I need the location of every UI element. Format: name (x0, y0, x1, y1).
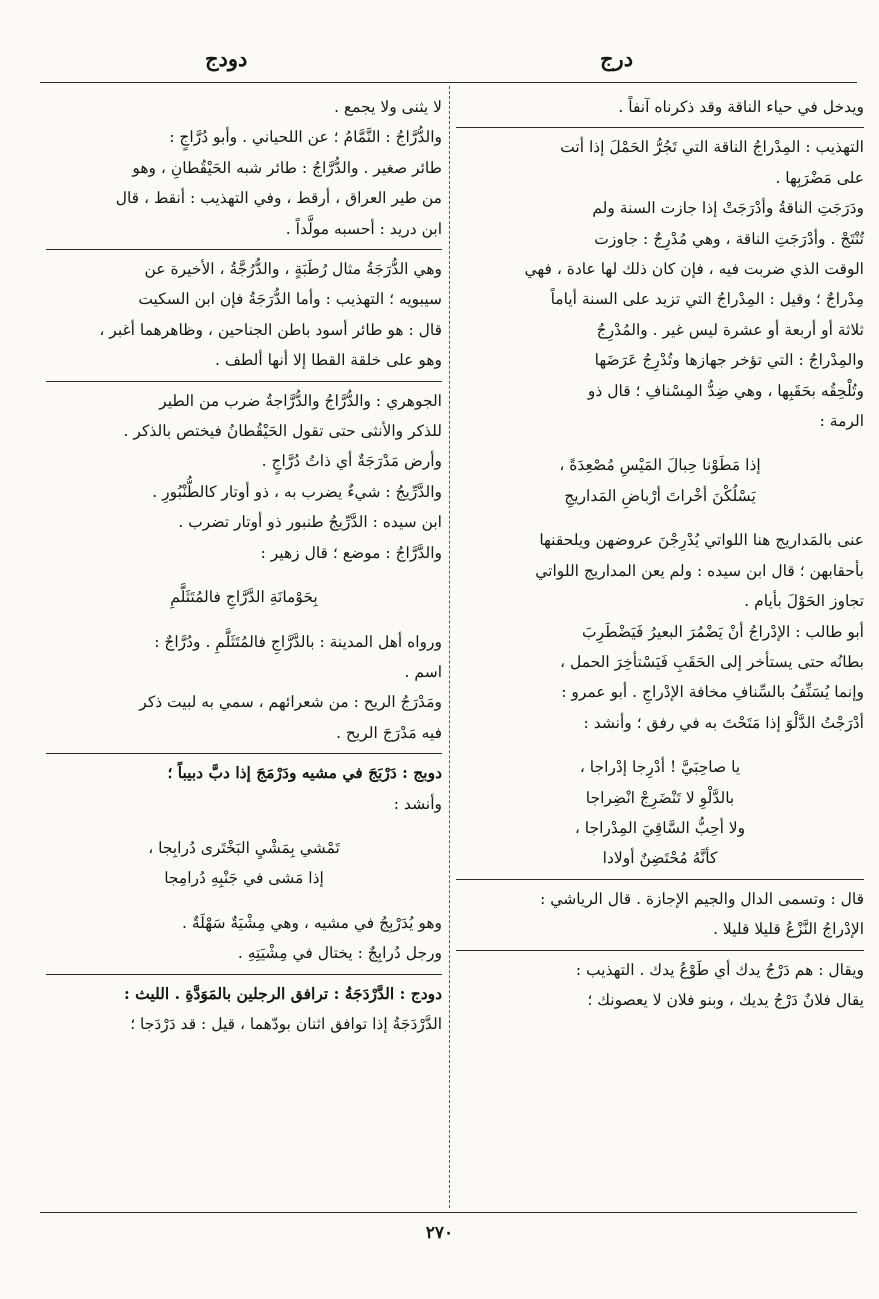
text-line: يقال فلانٌ دَرْجُ يديك ، وبنو فلان لا يعصونك ؛ (587, 990, 864, 1009)
verse-line: يا صاحِبَيَّ ! أدْرِجا إدْراجا ، (579, 758, 741, 777)
text-line: ورجل دُرابِجٌ : يختال في مِشْيَتِهِ . (237, 944, 442, 963)
text-line: والدَّرَّاجُ : موضع ؛ قال زهير : (260, 543, 442, 562)
text-line: أدْرَجْتُ الدَّلْوَ إذا مَتَحْتَ به في رفق ؛ وأنشد : (583, 713, 864, 732)
page-number: ٢٧٠ (425, 1223, 454, 1243)
text-line: ويقال : هم دَرْجُ يدك أي طَوْعُ يدك . التهذيب : (575, 960, 864, 979)
text-line: وأنشد : (393, 794, 442, 813)
text-line: التهذيب : المِدْراجُ الناقة التي تَجُرُّ الحَمْلَ إذا أتت (560, 138, 864, 157)
text-line: ابن دريد : أحسبه مولَّداً . (285, 219, 442, 238)
text-line: بأحقابهن ؛ قال ابن سيده : ولم يعن المداريج اللواتي (535, 561, 864, 580)
text-line: ثلاثة أو أربعة أو عشرة ليس غير . والمُدْرِجُ (596, 320, 864, 339)
entry-separator (456, 950, 864, 951)
text-line: فيه مَدْرَجَ الريح . (336, 723, 442, 742)
text-line: الدَّرْدَجَةُ إذا توافق اثنان بودّهما ، قيل : قد دَرْدَجا ؛ (130, 1014, 442, 1033)
text-line: ابن سيده : الدَّرِّيجُ طنبور ذو أوتار تضرب . (178, 513, 442, 532)
text-line: ودَرَجَتِ الناقةُ وأدْرَجَتْ إذا جازت السنة ولم (592, 199, 864, 218)
text-line: عنى بالمَداريج هنا اللواتي يُدْرِجْنَ عروضهن ويلحقنها (539, 531, 864, 550)
verse-line: تَمْشي بِمَشْيِ البَخْتَرى دُرابِجا ، (148, 838, 340, 857)
verse-line: كأنَّهُ مُحْتَضِنٌ أولادا (602, 849, 718, 868)
text-line: ورواه أهل المدينة : بالدَّرَّاجِ فالمُتَثَلَّمِ . ودُرَّاجٌ : (154, 632, 442, 651)
verse-line: ولا أحِبُّ السَّاقِيَ المِدْراجا ، (574, 818, 746, 837)
column-divider (449, 86, 450, 1208)
text-line: لا يثنى ولا يجمع . (334, 98, 442, 116)
entry-headword-line: دودج : الدَّرْدَجَةُ : ترافق الرجلين بالمَوَدَّةِ . الليث : (124, 983, 442, 1003)
text-line: الوقت الذي ضربت فيه ، فإن كان ذلك لها عادة ، فهي (524, 260, 864, 279)
text-line: سيبويه ؛ التهذيب : وأما الدُّرَجَةُ فإن ابن السكيت (138, 290, 442, 309)
text-line: وهي الدُّرَجَةُ مثال رُطَبَةٍ ، والدُّرُجَّةُ ، الأخيرة عن (144, 260, 442, 279)
text-line: تُنْتَجْ . وأدْرَجَتِ الناقة ، وهي مُدْرِجٌ : جاوزت (594, 229, 864, 248)
top-rule (40, 82, 857, 83)
text-line: تجاوز الحَوْلَ بأيام . (744, 592, 864, 611)
entry-separator (46, 249, 442, 250)
text-line: اسم . (404, 662, 442, 681)
entry-separator (46, 974, 442, 975)
text-line: الجوهري : والدُّرَّاجُ والدُّرَّاجةُ ضرب من الطير (159, 391, 442, 410)
text-line: وأرض مَدْرَجَةٌ أي ذاتُ دُرَّاجٍ . (261, 452, 442, 471)
verse-line: بالدَّلْوِ لا تَنْضَرِجْ انْضِراجا (585, 788, 735, 807)
entry-separator (456, 879, 864, 880)
text-line: وتُلْحِقُه بحَقَبِها ، وهي ضِدُّ المِسْنافِ ؛ قال ذو (587, 381, 864, 400)
entry-separator (456, 127, 864, 128)
entry-headword-line: دوبج : دَرْبَجَ في مشيه ودَرْمَجَ إذا دبَّ دبيباً ؛ (167, 763, 442, 783)
text-line: مِدْراجٌ ؛ وقيل : المِدْراجُ التي تزيد على السنة أياماً (550, 290, 864, 309)
running-head-right: درج (600, 46, 634, 71)
text-line: وإنما يُسَنِّفُ بالسِّنافِ مخافة الإدْراجِ . أبو عمرو : (561, 683, 864, 702)
text-line: الرمة : (819, 412, 864, 431)
text-line: والمِدْراجُ : التي تؤخر جهازها وتُدْرِجُ عَرَضَها (594, 351, 864, 370)
text-line: على مَضْرَبِها . (775, 168, 864, 187)
verse-line: إذا مَشى في جَنْبِهِ دُرامِجا (164, 869, 324, 888)
text-line: وهو يُدَرْبِجُ في مشيه ، وهي مِشْيَةٌ سَهْلَةٌ . (182, 913, 442, 932)
text-line: من طير العراق ، أرقط ، وفي التهذيب : أنقط ، قال (115, 189, 442, 208)
left-column (46, 92, 442, 1039)
text-line: ومَدْرَجُ الريح : من شعرائهم ، سمي به لبيت ذكر (139, 693, 442, 712)
text-line: قال : هو طائر أسود باطن الجناحين ، وظاهرهما أغبر ، (99, 320, 442, 339)
verse-line: يَسْلُكْنَ أخْراتَ أرْباضِ المَداريجِ (564, 486, 756, 505)
verse-line: إذا مَطَوْنا حِبالَ المَيْسِ مُصْعِدَةً ، (559, 456, 761, 475)
bottom-rule (40, 1212, 857, 1213)
text-line: الإدْراجُ النَّزْعُ قليلا قليلا . (713, 920, 864, 939)
text-line: بطانُه حتى يستأخر إلى الحَقَبِ فَيَسْتأخِرَ الحمل ، (560, 652, 864, 671)
text-line: قال : وتسمى الدال والجيم الإجازة . قال الرياشي : (540, 889, 864, 908)
text-line: أبو طالب : الإدْراجُ أنْ يَضْمُرَ البعيرُ فَيَضْطَرِبَ (582, 622, 864, 641)
entry-separator (46, 753, 442, 754)
text-line: والدُّرَّاجُ : النَّمَّامُ ؛ عن اللحياني . وأبو دُرَّاجٍ : (169, 128, 442, 147)
text-line: للذكر والأنثى حتى تقول الحَيْقُطانُ فيختص بالذكر . (123, 422, 442, 441)
entry-separator (46, 381, 442, 382)
text-line: طائر صغير . والدُّرَّاجُ : طائر شبه الحَيْقُطانِ ، وهو (132, 158, 442, 177)
text-line: ويدخل في حياء الناقة وقد ذكرناه آنفاً . (618, 98, 864, 116)
verse-line: بِحَوْمانَةِ الدَّرَّاجِ فالمُتَثَلَّمِ (170, 588, 318, 607)
right-column (456, 92, 864, 1015)
running-head-left: دودج (205, 46, 248, 71)
text-line: والدَّرِّيجُ : شيءٌ يضرب به ، ذو أوتار كالطُّنْبُورِ . (152, 482, 442, 501)
text-line: وهو على خلقة القطا إلا أنها ألطف . (215, 351, 442, 370)
